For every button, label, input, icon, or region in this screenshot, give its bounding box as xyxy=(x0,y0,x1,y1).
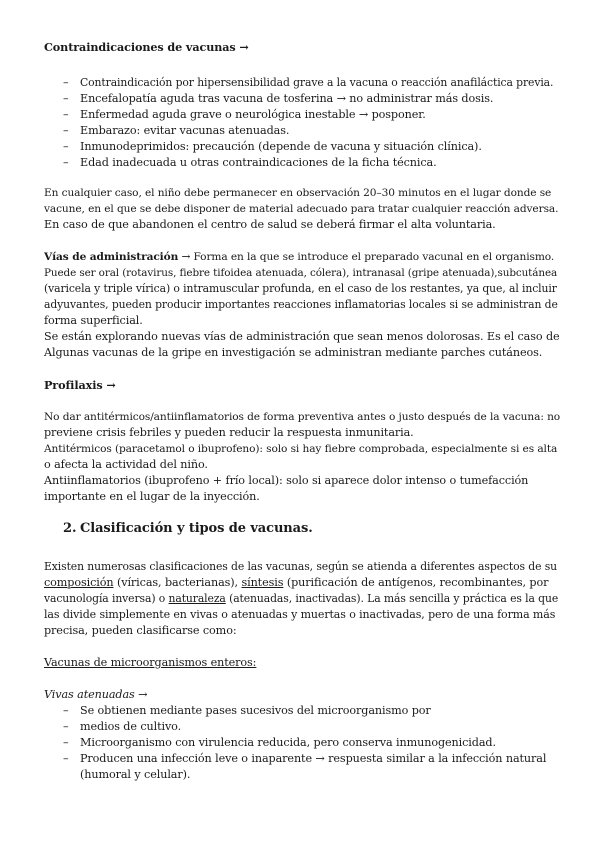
bullet-dash: – xyxy=(63,124,69,137)
paragraph-line: No dar antitérmicos/antiinflamatorios de forma preventiva antes o justo después de la vacuna: no xyxy=(44,411,561,423)
prophylaxis-heading: Profilaxis → xyxy=(44,378,116,392)
paragraph-line: o afecta la actividad del niño. xyxy=(44,458,208,471)
list-item: Encefalopatía aguda tras vacuna de tosferina → no administrar más dosis. xyxy=(80,92,494,105)
bullet-dash: – xyxy=(63,140,69,153)
list-item: Se obtienen mediante pases sucesivos del microorganismo por xyxy=(80,704,431,717)
list-item: Microorganismo con virulencia reducida, pero conserva inmunogenicidad. xyxy=(80,736,496,749)
paragraph-line: previene crisis febriles y pueden reducir la respuesta inmunitaria. xyxy=(44,426,414,439)
paragraph-text: (purificación de antígenos, recombinantes, por xyxy=(283,576,549,589)
paragraph-line: Antitérmicos (paracetamol o ibuprofeno): solo si hay fiebre comprobada, especialmente si es alta xyxy=(44,443,558,455)
list-item-continuation: (humoral y celular). xyxy=(80,768,191,781)
list-item: Inmunodeprimidos: precaución (depende de vacuna y situación clínica). xyxy=(80,140,482,153)
routes-label: Vías de administración xyxy=(44,251,179,263)
bullet-dash: – xyxy=(63,76,69,89)
paragraph-line: (varicela y triple vírica) o intramuscular profunda, en el caso de los restantes, ya que, al incluir xyxy=(44,282,557,295)
list-item: Edad inadecuada u otras contraindicaciones de la ficha técnica. xyxy=(80,156,437,169)
paragraph-text: (víricas, bacterianas), xyxy=(113,576,242,589)
paragraph-text: (atenuadas, inactivadas). La más sencilla y práctica es la que xyxy=(225,592,559,605)
bullet-dash: – xyxy=(63,92,69,105)
section-number: 2. xyxy=(63,521,77,536)
bullet-dash: – xyxy=(63,752,69,765)
paragraph-line: Antiinflamatorios (ibuprofeno + frío local): solo si aparece dolor intenso o tumefacción xyxy=(44,474,529,487)
live-attenuated-heading: Vivas atenuadas → xyxy=(44,688,148,701)
paragraph-line: Se están explorando nuevas vías de administración que sean menos dolorosas. Es el caso de xyxy=(44,330,560,343)
paragraph-line: vacune, en el que se debe disponer de material adecuado para tratar cualquier reacción adversa. xyxy=(44,203,559,215)
bullet-dash: – xyxy=(63,704,69,717)
paragraph-line: adyuvantes, pueden producir importantes reacciones inflamatorias locales si se administran de xyxy=(44,298,558,311)
paragraph-line: En cualquier caso, el niño debe permanecer en observación 20–30 minutos en el lugar donde se xyxy=(44,187,552,199)
contraindications-heading: Contraindicaciones de vacunas → xyxy=(44,40,249,54)
paragraph-line: En caso de que abandonen el centro de salud se deberá firmar el alta voluntaria. xyxy=(44,218,496,231)
paragraph-line: Algunas vacunas de la gripe en investigación se administran mediante parches cutáneos. xyxy=(44,346,543,359)
term-naturaleza: naturaleza xyxy=(168,592,226,605)
list-item: Producen una infección leve o inaparente → respuesta similar a la infección natural xyxy=(80,752,547,765)
list-item: medios de cultivo. xyxy=(80,720,182,733)
paragraph-line: las divide simplemente en vivas o atenuadas y muertas o inactivadas, pero de una forma más xyxy=(44,608,556,621)
list-item: Enfermedad aguda grave o neurológica inestable → posponer. xyxy=(80,108,426,121)
paragraph-line: forma superficial. xyxy=(44,314,143,327)
paragraph-line: Existen numerosas clasificaciones de las vacunas, según se atienda a diferentes aspectos de su xyxy=(44,560,558,573)
term-composicion: composición xyxy=(44,576,114,589)
paragraph-line: precisa, pueden clasificarse como: xyxy=(44,624,237,637)
term-sintesis: síntesis xyxy=(241,576,284,589)
section-title: Clasificación y tipos de vacunas. xyxy=(80,521,313,536)
routes-definition: → Forma en la que se introduce el preparado vacunal en el organismo. xyxy=(178,251,555,263)
list-item: Contraindicación por hipersensibilidad grave a la vacuna o reacción anafiláctica previa. xyxy=(80,76,554,89)
routes-first-line xyxy=(44,250,554,264)
bullet-dash: – xyxy=(63,720,69,733)
paragraph-line xyxy=(44,592,558,606)
paragraph-line xyxy=(44,576,548,590)
subsection-heading: Vacunas de microorganismos enteros: xyxy=(44,656,257,669)
paragraph-text: vacunología inversa) o xyxy=(44,592,169,605)
bullet-dash: – xyxy=(63,736,69,749)
bullet-dash: – xyxy=(63,108,69,121)
list-item: Embarazo: evitar vacunas atenuadas. xyxy=(80,124,290,137)
paragraph-line: Puede ser oral (rotavirus, fiebre tifoidea atenuada, cólera), intranasal (gripe atenuada),subcutánea xyxy=(44,267,558,279)
paragraph-line: importante en el lugar de la inyección. xyxy=(44,490,260,503)
bullet-dash: – xyxy=(63,156,69,169)
